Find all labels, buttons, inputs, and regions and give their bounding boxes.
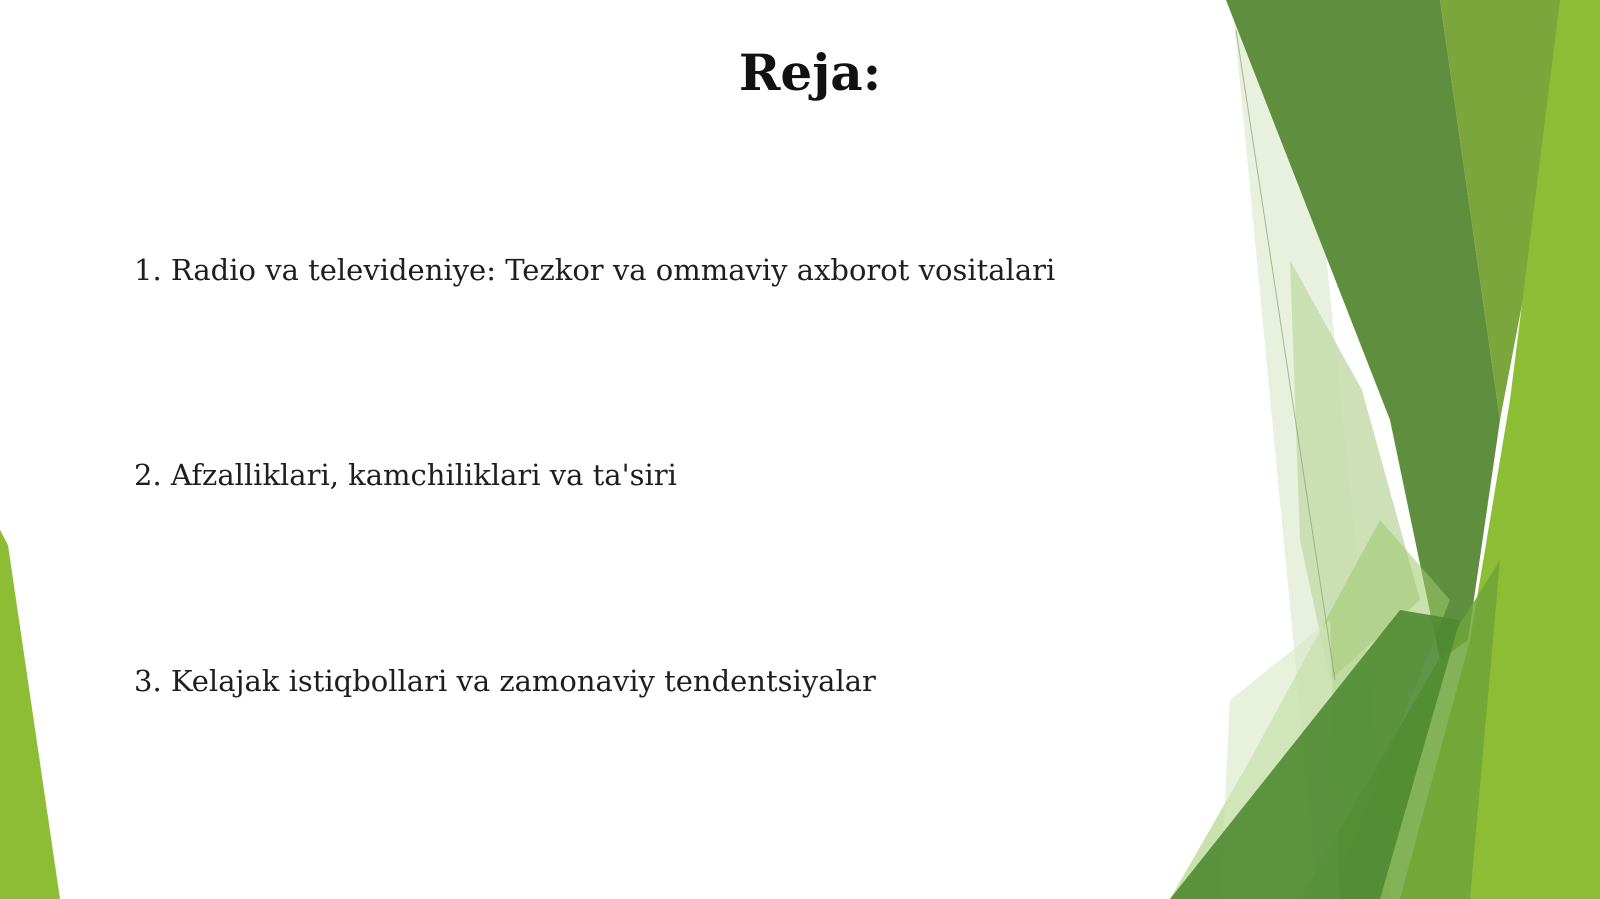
slide-title: Reja:: [738, 43, 882, 102]
plan-item-2: 2. Afzalliklari, kamchiliklari va ta'siri: [134, 458, 677, 492]
plan-item-3: 3. Kelajak istiqbollari va zamonaviy tendentsiyalar: [134, 664, 876, 698]
lime-facet-left: [0, 530, 60, 899]
plan-item-1: 1. Radio va televideniye: Tezkor va ommaviy axborot vositalari: [134, 253, 1056, 287]
